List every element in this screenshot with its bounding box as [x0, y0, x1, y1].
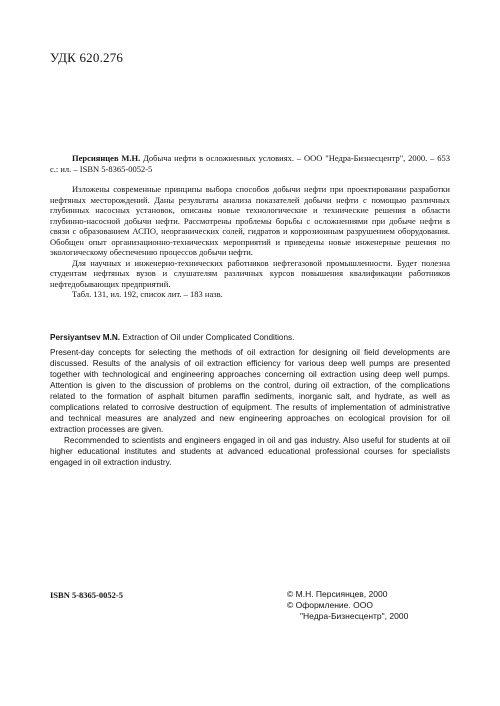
russian-bibliographic-reference	[50, 153, 450, 174]
udk-code: УДК 620.276	[50, 50, 124, 65]
russian-author: Персиянцев М.Н.	[72, 153, 141, 163]
copyright-block	[287, 589, 457, 622]
copyright-publisher-line: "Недра-Бизнесцентр", 2000	[300, 611, 409, 621]
english-author: Persiyantsev M.N.	[50, 333, 121, 342]
russian-audience-paragraph: Для научных и инженерно-технических работников нефтегазовой промышленности. Будет полезна студентам нефтяных вузов и слушателям различных курсов повышения квалификации работников нефтедобывающих предприятий.	[50, 257, 450, 289]
russian-annotation	[50, 153, 450, 300]
copyright-author-line: © М.Н. Персиянцев, 2000	[287, 589, 388, 599]
english-bibliographic-reference	[50, 332, 450, 343]
russian-abstract-paragraph: Изложены современные принципы выбора способов добычи нефти при проектировании разработки нефтяных месторождений. Даны результаты анализа показателей добычи нефти с помощью различных глубинных насосных установок, описаны новые технологические и технические решения в области глубинно-насосной добычи нефти. Рассмотрены проблемы борьбы с осложнениями при добыче нефти в связи с образованием АСПО, неорганических солей, гидратов и коррозионным разрушением оборудования. Обобщен опыт организационно-технических мероприятий и приведены новые инженерные решения по экологическому обеспечению процессов добычи нефти.	[50, 184, 450, 257]
english-abstract-paragraph: Present-day concepts for selecting the methods of oil extraction for designing oil field developments are discussed. Results of the analysis of oil extraction efficiency for various deep well pumps are presented together with technological and engineering approaches concerning oil extraction using deep well pumps. Attention is given to the discussion of problems on the control, during oil extraction, of the complications related to the formation of asphalt bitumen paraffin sediments, inorganic salt, and hydrate, as well as complications related to corrosive destruction of equipment. The results of implementation of administrative and technical measures are analyzed and new engineering approaches on ecological provision for oil extraction processes are given.	[50, 348, 450, 434]
isbn-number: ISBN 5-8365-0052-5	[50, 590, 123, 600]
copyright-design-line: © Оформление. ООО	[287, 600, 373, 610]
russian-stats-paragraph: Табл. 131, ил. 192, список лит. – 183 назв.	[72, 289, 223, 299]
english-annotation	[50, 332, 450, 468]
russian-reference-text: Добыча нефти в осложненных условиях. – ООО "Недра-Бизнесцентр", 2000. – 653 с.: ил. – ISBN 5-8365-0052-5	[50, 153, 450, 174]
english-reference-text: Extraction of Oil under Complicated Conditions.	[120, 333, 295, 342]
english-audience-paragraph: Recommended to scientists and engineers engaged in oil and gas industry. Also useful for students at oil higher educational institutes and students at advanced educational professional courses for specialists engaged in oil extraction industry.	[50, 436, 450, 467]
